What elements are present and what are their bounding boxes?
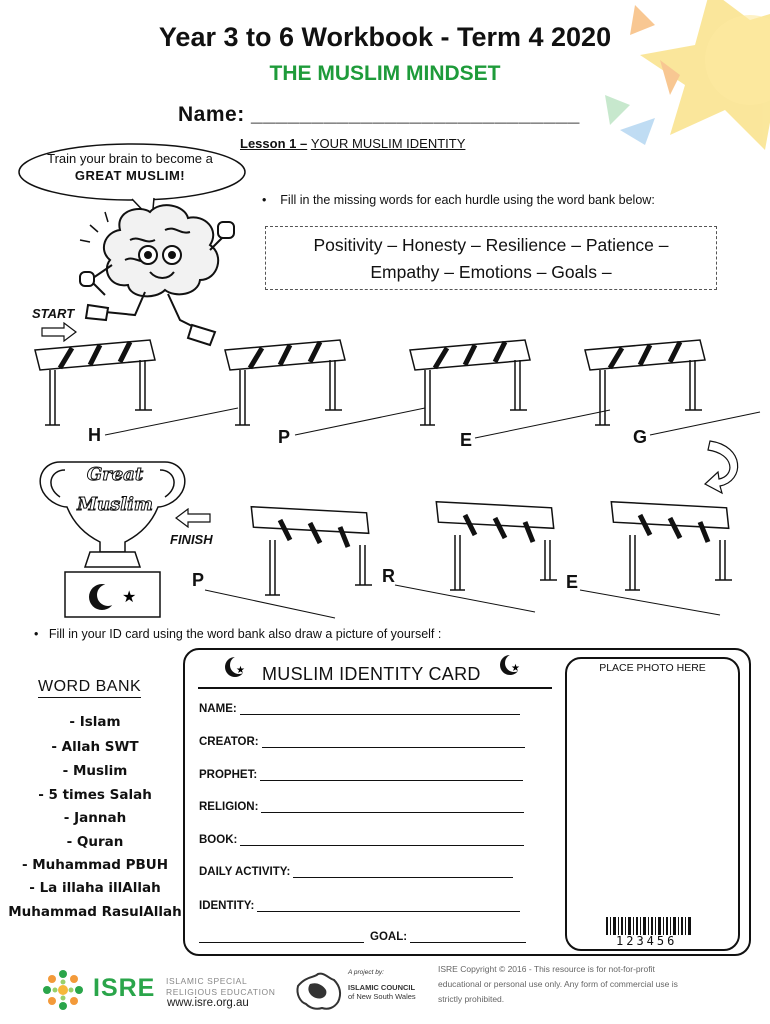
instruction-1-text: Fill in the missing words for each hurdle using the word bank below: <box>280 193 655 207</box>
council-line-2: of New South Wales <box>348 992 416 1001</box>
hurdle-letter: P <box>278 427 291 447</box>
word-bank-item: - Islam <box>69 714 121 730</box>
photo-box[interactable] <box>565 657 740 951</box>
isre-subtitle-line-1: ISLAMIC SPECIAL <box>166 976 248 986</box>
word-bank-line-1: Positivity – Honesty – Resilience – Patience – <box>313 235 669 255</box>
id-field-daily-activity[interactable] <box>199 865 513 878</box>
word-bank-item: - Quran <box>66 834 124 850</box>
instruction-2 <box>34 627 441 641</box>
hurdle-word-bank <box>265 226 717 290</box>
trophy-text-line-1: Great <box>86 464 144 485</box>
isre-logo-text: ISRE <box>93 974 156 1002</box>
curved-arrow-icon <box>700 436 750 496</box>
hurdle-letter: G <box>633 427 648 447</box>
finish-label: FINISH <box>170 532 213 547</box>
crescent-star-icon <box>222 653 252 681</box>
barcode-number: 123456 <box>616 934 678 948</box>
speech-bubble-text <box>20 150 240 184</box>
start-label: START <box>32 306 75 321</box>
bubble-line-2: GREAT MUSLIM! <box>74 168 186 183</box>
id-card-title: MUSLIM IDENTITY CARD <box>262 664 481 684</box>
australia-map-logo <box>292 970 344 1014</box>
id-field-identity[interactable] <box>199 899 520 912</box>
field-label: BOOK: <box>199 834 238 846</box>
name-field[interactable]: Name: ___________________________ <box>178 103 580 126</box>
page-title: Year 3 to 6 Workbook - Term 4 2020 <box>158 22 612 52</box>
field-label: IDENTITY: <box>199 900 255 912</box>
hurdles-row-2 <box>0 490 770 630</box>
word-bank-item: Muhammad RasulAllah <box>8 904 182 920</box>
hurdle-letter: P <box>192 570 205 590</box>
lesson-heading <box>240 136 465 151</box>
svg-text:★: ★ <box>236 665 245 676</box>
word-bank-item: - Allah SWT <box>51 739 139 755</box>
id-field-goal[interactable] <box>199 930 526 943</box>
word-bank-line-2: Empathy – Emotions – Goals – <box>370 262 612 282</box>
word-bank-item: - Muslim <box>62 763 128 779</box>
isre-website-link[interactable]: www.isre.org.au <box>167 997 249 1009</box>
hurdle-letter: H <box>88 425 101 445</box>
hurdle-letter: R <box>382 566 395 586</box>
photo-label: PLACE PHOTO HERE <box>599 662 706 674</box>
id-field-name[interactable] <box>199 702 520 715</box>
word-bank-item: - Muhammad PBUH <box>21 857 169 873</box>
field-label: PROPHET: <box>199 769 258 781</box>
field-label: GOAL: <box>370 931 408 943</box>
divider <box>198 687 552 689</box>
id-field-prophet[interactable] <box>199 768 523 781</box>
word-bank-item: - 5 times Salah <box>38 787 152 803</box>
instruction-1 <box>262 193 655 207</box>
crescent-star-icon <box>497 651 527 679</box>
council-line-1: ISLAMIC COUNCIL <box>348 983 416 992</box>
field-label: CREATOR: <box>199 736 259 748</box>
id-field-creator[interactable] <box>199 735 525 748</box>
bullet-icon: • <box>262 193 267 207</box>
bubble-line-1: Train your brain to become a <box>47 151 213 166</box>
id-field-book[interactable] <box>199 833 524 846</box>
isre-subtitle <box>166 976 275 998</box>
hurdles-row-1 <box>0 320 770 460</box>
copyright-line-1: ISRE Copyright © 2016 - This resource is for not-for-profit <box>438 964 655 974</box>
bullet-icon: • <box>34 627 39 641</box>
islamic-council-name <box>348 983 416 1001</box>
field-label: RELIGION: <box>199 801 259 813</box>
project-by-label: A project by: <box>348 969 384 976</box>
word-bank-item: - La illaha illAllah <box>29 880 161 896</box>
hurdle-letter: E <box>566 572 579 592</box>
isre-subtitle-line-2: RELIGIOUS EDUCATION <box>166 987 276 997</box>
page-subtitle: THE MUSLIM MINDSET <box>269 62 501 85</box>
copyright-line-2: educational or personal use only. Any form of commercial use is <box>438 979 678 989</box>
field-label: NAME: <box>199 703 237 715</box>
lesson-topic: YOUR MUSLIM IDENTITY <box>310 136 466 151</box>
svg-text:★: ★ <box>511 663 520 674</box>
field-label: DAILY ACTIVITY: <box>199 866 291 878</box>
lesson-number: Lesson 1 – <box>240 136 308 151</box>
id-field-religion[interactable] <box>199 800 524 813</box>
svg-text:★: ★ <box>122 587 137 606</box>
word-bank-title: WORD BANK <box>38 678 141 698</box>
instruction-2-text: Fill in your ID card using the word bank also draw a picture of yourself : <box>48 627 442 641</box>
hurdle-letter: E <box>460 430 473 450</box>
barcode <box>606 917 692 935</box>
copyright-line-3: strictly prohibited. <box>438 994 505 1004</box>
copyright-notice <box>438 962 678 1007</box>
word-bank-item: - Jannah <box>63 810 127 826</box>
isre-flower-logo <box>37 964 89 1016</box>
trophy-text-line-2: Muslim <box>77 494 153 515</box>
